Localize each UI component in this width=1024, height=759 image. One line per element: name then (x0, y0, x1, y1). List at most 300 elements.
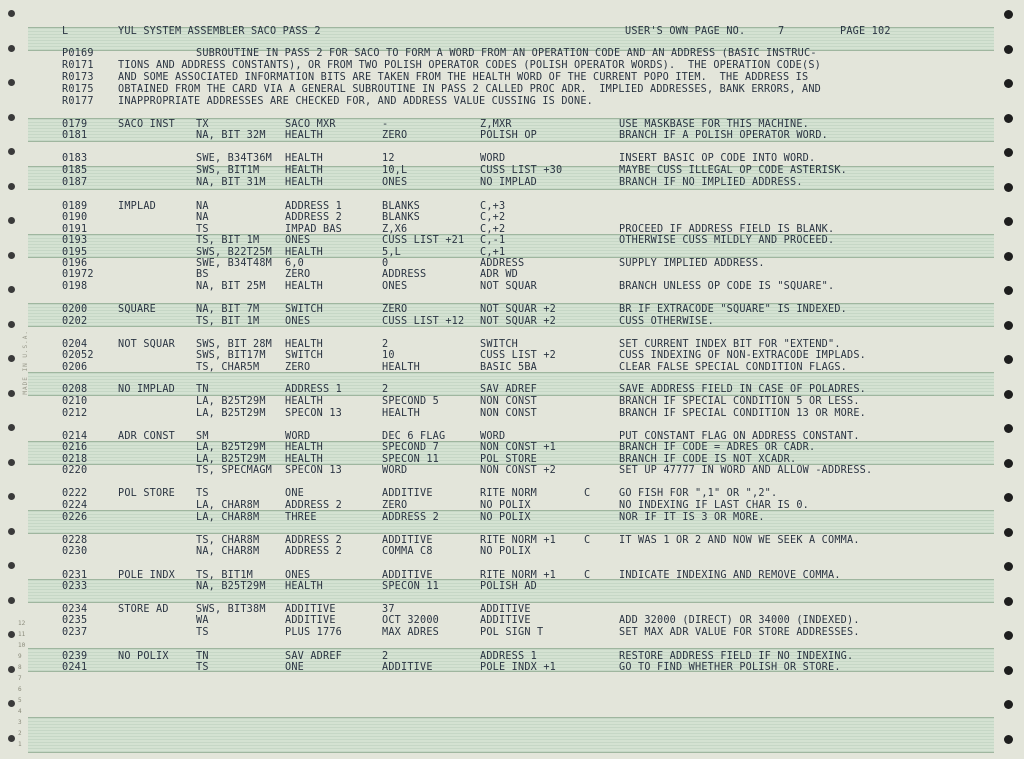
operand-b: 2 (382, 384, 389, 395)
operation-field: TS (196, 662, 209, 673)
operand-d: Z,MXR (480, 119, 512, 130)
page-header (0, 26, 891, 37)
feed-hole-left (8, 390, 15, 397)
operation-field: TS (196, 627, 209, 638)
operand-b: ADDITIVE (382, 662, 433, 673)
operand-b: ADDITIVE (382, 570, 433, 581)
operation-field: SM (196, 431, 209, 442)
line-number: 0241 (62, 662, 88, 673)
operand-a: ONE (285, 488, 305, 499)
remarks: NOR IF IT IS 3 OR MORE. (619, 512, 765, 523)
feed-hole-left (8, 355, 15, 362)
symbol-field: STORE AD (118, 604, 169, 615)
operand-d: ADDRESS (480, 258, 525, 269)
line-number: 0208 (62, 384, 88, 395)
margin-tick-number: 5 (18, 697, 22, 704)
operand-d: WORD (480, 153, 506, 164)
operand-b: 10 (382, 350, 395, 361)
operand-d: ADR WD (480, 269, 519, 280)
operand-a: SPECON 13 (285, 408, 343, 419)
feed-hole-left (8, 700, 15, 707)
operand-b: CUSS LIST +21 (382, 235, 465, 246)
operand-d: POLISH AD (480, 581, 538, 592)
remarks: PUT CONSTANT FLAG ON ADDRESS CONSTANT. (619, 431, 860, 442)
operation-field: NA, CHAR8M (196, 546, 260, 557)
operand-d: SWITCH (480, 339, 519, 350)
line-number: R0173 (62, 72, 94, 83)
operation-field: SWS, B22T25M (196, 247, 273, 258)
operand-d: C,+1 (480, 247, 506, 258)
operand-b: ADDRESS (382, 269, 427, 280)
line-number: 0206 (62, 362, 88, 373)
remarks: ADD 32000 (DIRECT) OR 34000 (INDEXED). (619, 615, 860, 626)
operation-field: LA, B25T29M (196, 454, 266, 465)
feed-hole-left (8, 424, 15, 431)
operand-b: MAX ADRES (382, 627, 440, 638)
operand-d: ADDRESS 1 (480, 651, 538, 662)
remarks: BRANCH IF CODE = ADRES OR CADR. (619, 442, 816, 453)
feed-hole-right (1004, 597, 1013, 606)
operand-b: CUSS LIST +12 (382, 316, 465, 327)
operand-b: 2 (382, 651, 389, 662)
feed-hole-left (8, 217, 15, 224)
operand-a: ADDRESS 1 (285, 384, 343, 395)
remarks: GO TO FIND WHETHER POLISH OR STORE. (619, 662, 841, 673)
operand-a: SWITCH (285, 350, 324, 361)
margin-tick-number: 9 (18, 653, 22, 660)
operand-a: THREE (285, 512, 317, 523)
line-number: 0183 (62, 153, 88, 164)
margin-tick-number: 4 (18, 708, 22, 715)
feed-hole-right (1004, 390, 1013, 399)
operand-a: ZERO (285, 269, 311, 280)
operand-b: ZERO (382, 500, 408, 511)
remarks: BRANCH IF CODE IS NOT XCADR. (619, 454, 797, 465)
remarks: RESTORE ADDRESS FIELD IF NO INDEXING. (619, 651, 854, 662)
symbol-field: NO IMPLAD (118, 384, 176, 395)
symbol-field: SACO INST (118, 119, 176, 130)
operation-field: TS, BIT 1M (196, 316, 260, 327)
operand-b: ONES (382, 281, 408, 292)
remarks: BRANCH IF NO IMPLIED ADDRESS. (619, 177, 803, 188)
line-number: 0235 (62, 615, 88, 626)
symbol-field: IMPLAD (118, 201, 157, 212)
operation-field: WA (196, 615, 209, 626)
operand-a: HEALTH (285, 130, 324, 141)
feed-hole-left (8, 183, 15, 190)
line-number: 0228 (62, 535, 88, 546)
operand-a: ONE (285, 662, 305, 673)
line-number: 0216 (62, 442, 88, 453)
feed-hole-left (8, 528, 15, 535)
remarks: NO INDEXING IF LAST CHAR IS 0. (619, 500, 810, 511)
remarks: OTHERWISE CUSS MILDLY AND PROCEED. (619, 235, 835, 246)
operand-a: ADDRESS 2 (285, 535, 343, 546)
operation-field: TX (196, 119, 209, 130)
feed-hole-left (8, 597, 15, 604)
feed-hole-right (1004, 735, 1013, 744)
operand-b: ZERO (382, 304, 408, 315)
feed-hole-left (8, 114, 15, 121)
operand-b: ZERO (382, 130, 408, 141)
header-mark: L (62, 26, 69, 37)
margin-tick-number: 12 (18, 620, 26, 627)
operand-d: NO POLIX (480, 546, 531, 557)
remarks: SET CURRENT INDEX BIT FOR "EXTEND". (619, 339, 841, 350)
operand-d: POLISH OP (480, 130, 538, 141)
line-number: 0231 (62, 570, 88, 581)
operand-b: SPECOND 5 (382, 396, 440, 407)
operand-a: ADDITIVE (285, 604, 336, 615)
operand-b: HEALTH (382, 408, 421, 419)
feed-hole-left (8, 631, 15, 638)
operand-d: NOT SQUAR (480, 281, 538, 292)
operation-field: TS (196, 224, 209, 235)
operand-d: NON CONST +2 (480, 465, 557, 476)
operand-d: RITE NORM (480, 488, 538, 499)
remarks: BR IF EXTRACODE "SQUARE" IS INDEXED. (619, 304, 848, 315)
line-number: 0202 (62, 316, 88, 327)
operand-b: SPECOND 7 (382, 442, 440, 453)
operand-a: ONES (285, 235, 311, 246)
operand-d: NON CONST (480, 408, 538, 419)
remarks: INSERT BASIC OP CODE INTO WORD. (619, 153, 816, 164)
greenbar-band (28, 717, 994, 753)
operation-field: NA (196, 212, 209, 223)
line-number: 0234 (62, 604, 88, 615)
operand-d: WORD (480, 431, 506, 442)
operand-d: ADDITIVE (480, 615, 531, 626)
operand-a: PLUS 1776 (285, 627, 343, 638)
operand-b: OCT 32000 (382, 615, 440, 626)
operation-field: TS, BIT1M (196, 570, 254, 581)
line-number: 0222 (62, 488, 88, 499)
feed-hole-right (1004, 45, 1013, 54)
operand-b: SPECON 11 (382, 454, 440, 465)
line-number: 0239 (62, 651, 88, 662)
operand-d: C,+3 (480, 201, 506, 212)
operation-field: LA, B25T29M (196, 408, 266, 419)
page-number: PAGE 102 (840, 26, 891, 37)
operand-d: RITE NORM +1 (480, 570, 557, 581)
line-number: 0220 (62, 465, 88, 476)
line-number: 0195 (62, 247, 88, 258)
feed-hole-left (8, 562, 15, 569)
symbol-field: ADR CONST (118, 431, 176, 442)
remarks: CUSS OTHERWISE. (619, 316, 715, 327)
operand-b: ADDITIVE (382, 488, 433, 499)
operand-b: WORD (382, 465, 408, 476)
operand-a: IMPAD BAS (285, 224, 343, 235)
operation-field: TS, SPECMAGM (196, 465, 273, 476)
operation-field: TS, CHAR5M (196, 362, 260, 373)
operand-b: ADDITIVE (382, 535, 433, 546)
operation-field: BS (196, 269, 209, 280)
remarks: PROCEED IF ADDRESS FIELD IS BLANK. (619, 224, 835, 235)
feed-hole-left (8, 286, 15, 293)
operand-d: POL STORE (480, 454, 538, 465)
operand-a: ADDRESS 2 (285, 546, 343, 557)
remarks: BRANCH UNLESS OP CODE IS "SQUARE". (619, 281, 835, 292)
made-in-label: MADE IN U.S.A. (22, 330, 29, 395)
operand-a: HEALTH (285, 396, 324, 407)
feed-hole-left (8, 459, 15, 466)
operand-a: HEALTH (285, 153, 324, 164)
operand-b: 2 (382, 339, 389, 350)
operation-field: TN (196, 651, 209, 662)
line-number: 0187 (62, 177, 88, 188)
remarks: CLEAR FALSE SPECIAL CONDITION FLAGS. (619, 362, 848, 373)
feed-hole-left (8, 148, 15, 155)
operand-b: BLANKS (382, 201, 421, 212)
comment-text: AND SOME ASSOCIATED INFORMATION BITS ARE TAKEN FROM THE HEALTH WORD OF THE CURRENT POPO ITEM. THE ADDRESS IS (118, 72, 809, 83)
operand-a: ADDRESS 2 (285, 500, 343, 511)
feed-hole-right (1004, 493, 1013, 502)
feed-hole-right (1004, 183, 1013, 192)
operand-a: HEALTH (285, 442, 324, 453)
operation-field: TS (196, 488, 209, 499)
feed-hole-right (1004, 562, 1013, 571)
feed-hole-right (1004, 286, 1013, 295)
feed-hole-right (1004, 148, 1013, 157)
operand-b: 37 (382, 604, 395, 615)
operand-d: NO POLIX (480, 512, 531, 523)
remarks: SET MAX ADR VALUE FOR STORE ADDRESSES. (619, 627, 860, 638)
line-number: 0210 (62, 396, 88, 407)
line-number: 0196 (62, 258, 88, 269)
operand-d: CUSS LIST +30 (480, 165, 563, 176)
operation-field: SWE, B34T48M (196, 258, 273, 269)
operation-field: NA (196, 201, 209, 212)
operand-a: ADDRESS 1 (285, 201, 343, 212)
line-number: 0233 (62, 581, 88, 592)
operand-b: 5,L (382, 247, 402, 258)
margin-tick-number: 8 (18, 664, 22, 671)
operand-d: NO IMPLAD (480, 177, 538, 188)
line-number: 0214 (62, 431, 88, 442)
remarks: INDICATE INDEXING AND REMOVE COMMA. (619, 570, 841, 581)
operand-d: BASIC 5BA (480, 362, 538, 373)
remarks: IT WAS 1 OR 2 AND NOW WE SEEK A COMMA. (619, 535, 860, 546)
symbol-field: POL STORE (118, 488, 176, 499)
operand-a: 6,0 (285, 258, 305, 269)
feed-hole-left (8, 735, 15, 742)
line-number: 02052 (62, 350, 94, 361)
operation-field: TN (196, 384, 209, 395)
operation-field: SWS, BIT 28M (196, 339, 273, 350)
feed-hole-right (1004, 459, 1013, 468)
operation-field: NA, B25T29M (196, 581, 266, 592)
symbol-field: NO POLIX (118, 651, 169, 662)
card-flag: C (584, 570, 591, 581)
comment-text: SUBROUTINE IN PASS 2 FOR SACO TO FORM A WORD FROM AN OPERATION CODE AND AN ADDRESS (BASIC INSTRUC- (196, 48, 817, 59)
line-number: 01972 (62, 269, 94, 280)
operand-a: SWITCH (285, 304, 324, 315)
operand-d: C,+2 (480, 212, 506, 223)
operand-d: CUSS LIST +2 (480, 350, 557, 361)
remarks: SUPPLY IMPLIED ADDRESS. (619, 258, 765, 269)
operation-field: LA, CHAR8M (196, 500, 260, 511)
feed-hole-right (1004, 252, 1013, 261)
margin-tick-number: 7 (18, 675, 22, 682)
operand-d: NO POLIX (480, 500, 531, 511)
operand-d: C,+2 (480, 224, 506, 235)
margin-tick-number: 10 (18, 642, 26, 649)
line-number: 0200 (62, 304, 88, 315)
feed-hole-right (1004, 424, 1013, 433)
feed-hole-left (8, 666, 15, 673)
remarks: BRANCH IF A POLISH OPERATOR WORD. (619, 130, 829, 141)
operation-field: SWE, B34T36M (196, 153, 273, 164)
line-number: 0230 (62, 546, 88, 557)
margin-tick-number: 11 (18, 631, 26, 638)
operand-a: HEALTH (285, 581, 324, 592)
operand-b: ADDRESS 2 (382, 512, 440, 523)
operand-b: COMMA C8 (382, 546, 433, 557)
feed-hole-right (1004, 528, 1013, 537)
operand-b: Z,X6 (382, 224, 408, 235)
line-number: 0218 (62, 454, 88, 465)
feed-hole-left (8, 10, 15, 17)
line-number: 0212 (62, 408, 88, 419)
operand-b: BLANKS (382, 212, 421, 223)
operation-field: SWS, BIT38M (196, 604, 266, 615)
operand-a: ONES (285, 316, 311, 327)
operand-b: - (382, 119, 389, 130)
operand-a: ADDITIVE (285, 615, 336, 626)
operand-a: HEALTH (285, 177, 324, 188)
line-number: 0198 (62, 281, 88, 292)
operand-d: POL SIGN T (480, 627, 544, 638)
comment-text: OBTAINED FROM THE CARD VIA A GENERAL SUBROUTINE IN PASS 2 CALLED PROC ADR. IMPLIED ADDRESSES, BANK ERRORS, AND (118, 84, 822, 95)
line-number: 0181 (62, 130, 88, 141)
operand-a: HEALTH (285, 339, 324, 350)
comment-text: TIONS AND ADDRESS CONSTANTS), OR FROM TWO POLISH OPERATOR CODES (POLISH OPERATOR WORDS). THE OPERATION CODE(S) (118, 60, 822, 71)
line-number: 0190 (62, 212, 88, 223)
remarks: USE MASKBASE FOR THIS MACHINE. (619, 119, 810, 130)
line-number: 0179 (62, 119, 88, 130)
remarks: BRANCH IF SPECIAL CONDITION 13 OR MORE. (619, 408, 867, 419)
feed-hole-right (1004, 631, 1013, 640)
feed-hole-right (1004, 321, 1013, 330)
feed-hole-right (1004, 700, 1013, 709)
margin-tick-number: 1 (18, 741, 22, 748)
greenbar-band (28, 234, 994, 258)
operand-b: SPECON 11 (382, 581, 440, 592)
operand-a: HEALTH (285, 281, 324, 292)
operand-b: 10,L (382, 165, 408, 176)
user-page-number: 7 (778, 26, 785, 37)
header-title: YUL SYSTEM ASSEMBLER SACO PASS 2 (118, 26, 321, 37)
operation-field: LA, CHAR8M (196, 512, 260, 523)
operand-a: ONES (285, 570, 311, 581)
operand-b: DEC 6 FLAG (382, 431, 446, 442)
operation-field: LA, B25T29M (196, 396, 266, 407)
feed-hole-left (8, 321, 15, 328)
remarks: GO FISH FOR ",1" OR ",2". (619, 488, 778, 499)
comment-text: INAPPROPRIATE ADDRESSES ARE CHECKED FOR, AND ADDRESS VALUE CUSSING IS DONE. (118, 96, 594, 107)
line-number: P0169 (62, 48, 94, 59)
operation-field: TS, CHAR8M (196, 535, 260, 546)
operand-d: NOT SQUAR +2 (480, 304, 557, 315)
line-number: R0177 (62, 96, 94, 107)
remarks: BRANCH IF SPECIAL CONDITION 5 OR LESS. (619, 396, 860, 407)
remarks: SAVE ADDRESS FIELD IN CASE OF POLADRES. (619, 384, 867, 395)
user-page-label: USER'S OWN PAGE NO. (625, 26, 746, 37)
feed-hole-right (1004, 114, 1013, 123)
line-number: 0237 (62, 627, 88, 638)
operand-d: NON CONST +1 (480, 442, 557, 453)
operand-a: ADDRESS 2 (285, 212, 343, 223)
line-number: 0193 (62, 235, 88, 246)
line-number: 0224 (62, 500, 88, 511)
operand-b: 0 (382, 258, 389, 269)
line-number: R0175 (62, 84, 94, 95)
line-number: 0185 (62, 165, 88, 176)
operation-field: NA, BIT 25M (196, 281, 266, 292)
operation-field: NA, BIT 32M (196, 130, 266, 141)
feed-hole-left (8, 252, 15, 259)
symbol-field: POLE INDX (118, 570, 176, 581)
card-flag: C (584, 488, 591, 499)
symbol-field: NOT SQUAR (118, 339, 176, 350)
symbol-field: SQUARE (118, 304, 157, 315)
margin-tick-number: 6 (18, 686, 22, 693)
operand-d: POLE INDX +1 (480, 662, 557, 673)
operand-d: NOT SQUAR +2 (480, 316, 557, 327)
feed-hole-right (1004, 217, 1013, 226)
operand-d: C,-1 (480, 235, 506, 246)
operand-a: WORD (285, 431, 311, 442)
operand-a: HEALTH (285, 247, 324, 258)
remarks: CUSS INDEXING OF NON-EXTRACODE IMPLADS. (619, 350, 867, 361)
operand-a: SACO MXR (285, 119, 336, 130)
operand-b: ONES (382, 177, 408, 188)
operand-d: NON CONST (480, 396, 538, 407)
remarks: MAYBE CUSS ILLEGAL OP CODE ASTERISK. (619, 165, 848, 176)
operand-a: SPECON 13 (285, 465, 343, 476)
line-number: 0204 (62, 339, 88, 350)
feed-hole-right (1004, 10, 1013, 19)
operation-field: TS, BIT 1M (196, 235, 260, 246)
feed-hole-right (1004, 355, 1013, 364)
card-flag: C (584, 535, 591, 546)
line-number: R0171 (62, 60, 94, 71)
margin-tick-number: 2 (18, 730, 22, 737)
operation-field: NA, BIT 31M (196, 177, 266, 188)
operation-field: SWS, BIT1M (196, 165, 260, 176)
feed-hole-left (8, 493, 15, 500)
operand-b: 12 (382, 153, 395, 164)
operand-d: RITE NORM +1 (480, 535, 557, 546)
feed-hole-right (1004, 666, 1013, 675)
operation-field: SWS, BIT17M (196, 350, 266, 361)
operand-a: HEALTH (285, 454, 324, 465)
operation-field: NA, BIT 7M (196, 304, 260, 315)
operand-a: HEALTH (285, 165, 324, 176)
operand-a: SAV ADREF (285, 651, 343, 662)
remarks: SET UP 47777 IN WORD AND ALLOW -ADDRESS. (619, 465, 873, 476)
operand-d: ADDITIVE (480, 604, 531, 615)
operand-b: HEALTH (382, 362, 421, 373)
line-number: 0189 (62, 201, 88, 212)
line-number: 0226 (62, 512, 88, 523)
operand-a: ZERO (285, 362, 311, 373)
operand-d: SAV ADREF (480, 384, 538, 395)
feed-hole-right (1004, 79, 1013, 88)
operation-field: LA, B25T29M (196, 442, 266, 453)
line-number: 0191 (62, 224, 88, 235)
